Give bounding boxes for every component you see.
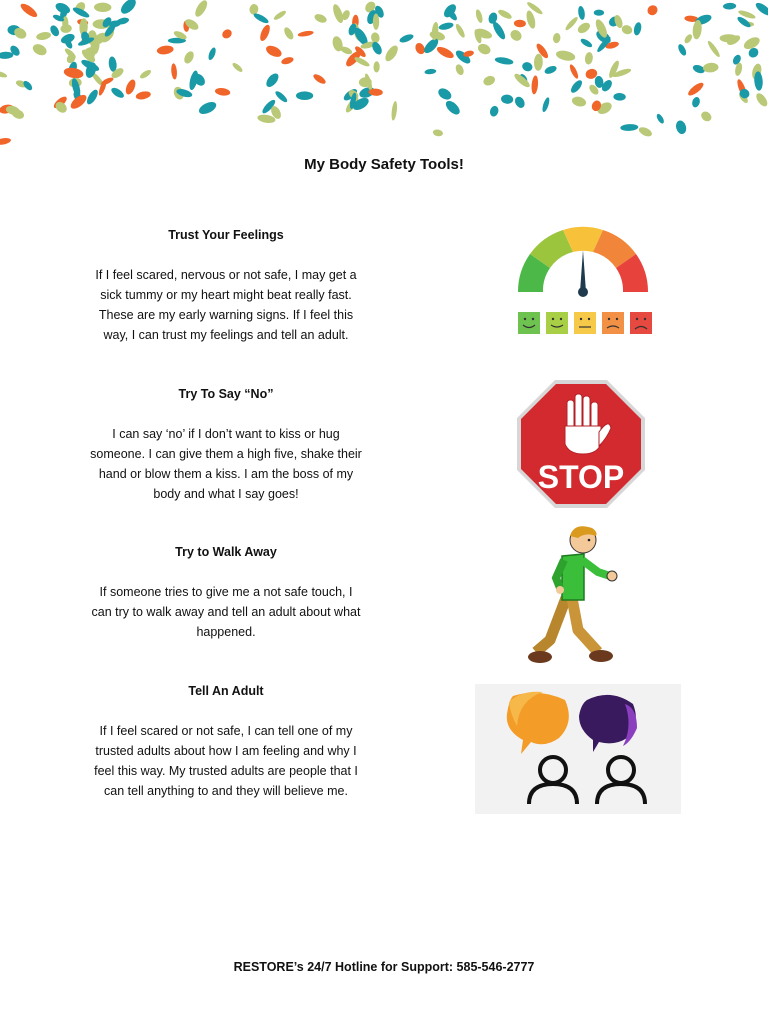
- section-body: If I feel scared or not safe, I can tell one of my trusted adults about how I am feeling and why I feel this way. My trusted adults are people that I can tell anything to and they will believe me.: [94, 724, 358, 798]
- leaf-shape: [508, 28, 523, 43]
- page-title: My Body Safety Tools!: [304, 156, 464, 173]
- leaf-shape: [454, 63, 465, 76]
- leaf-shape: [513, 95, 526, 110]
- leaf-shape: [594, 10, 604, 16]
- leaf-shape: [543, 64, 557, 75]
- feelings-meter-icon: [478, 212, 688, 342]
- leaf-banner: [0, 0, 768, 160]
- leaf-shape: [577, 5, 586, 20]
- leaf-shape: [432, 129, 443, 137]
- hotline-footer: RESTORE’s 24/7 Hotline for Support: 585-546-2777: [233, 960, 535, 974]
- leaf-shape: [497, 8, 513, 21]
- leaf-shape: [220, 28, 233, 41]
- leaf-shape: [63, 66, 84, 79]
- leaf-shape: [475, 9, 484, 24]
- leaf-shape: [674, 119, 687, 135]
- leaf-shape: [454, 23, 466, 39]
- leaf-shape: [118, 0, 138, 16]
- leaf-shape: [541, 97, 551, 113]
- leaf-shape: [438, 21, 454, 31]
- section-walk-away: [88, 542, 364, 642]
- leaf-shape: [655, 113, 665, 125]
- leaf-shape: [723, 3, 737, 10]
- leaf-shape: [706, 40, 721, 59]
- leaf-shape: [584, 52, 593, 65]
- leaf-shape: [555, 49, 576, 62]
- talking-people-icon: [475, 684, 681, 814]
- leaf-shape: [258, 23, 272, 42]
- leaf-shape: [501, 94, 514, 104]
- section-heading: Tell An Adult: [188, 684, 264, 698]
- leaf-shape: [313, 12, 328, 24]
- leaf-shape: [207, 47, 217, 61]
- leaf-shape: [691, 96, 701, 108]
- leaf-shape: [214, 87, 230, 96]
- leaf-shape: [564, 16, 579, 32]
- leaf-shape: [296, 91, 313, 100]
- section-body: If I feel scared, nervous or not safe, I may get a sick tummy or my heart might beat really fast. These are my early warning signs. If I feel this way, I can trust my feelings and tell an adult.: [95, 268, 357, 342]
- leaf-shape: [264, 71, 281, 89]
- leaf-shape: [525, 10, 537, 30]
- leaf-shape: [398, 33, 414, 44]
- leaf-shape: [443, 98, 462, 116]
- leaf-shape: [620, 24, 633, 36]
- leaf-shape: [0, 137, 11, 146]
- leaf-shape: [699, 110, 713, 124]
- leaf-shape: [312, 72, 327, 85]
- leaf-shape: [482, 74, 497, 87]
- leaf-shape: [494, 56, 514, 66]
- leaf-shape: [36, 31, 52, 41]
- leaf-shape: [85, 88, 100, 106]
- leaf-shape: [436, 86, 453, 102]
- leaf-shape: [391, 101, 398, 121]
- leaf-shape: [273, 9, 288, 21]
- leaf-shape: [637, 125, 653, 138]
- leaf-shape: [110, 86, 126, 100]
- leaf-shape: [686, 81, 705, 98]
- section-trust-feelings: [88, 225, 364, 345]
- section-tell-adult: [88, 681, 364, 801]
- walking-person-icon: [528, 520, 623, 668]
- section-heading: Try To Say “No”: [178, 387, 274, 401]
- leaf-shape: [476, 42, 492, 56]
- leaf-shape: [280, 56, 294, 66]
- leaf-shape: [0, 51, 13, 59]
- leaf-shape: [19, 1, 39, 19]
- leaf-shape: [31, 42, 49, 58]
- leaf-shape: [489, 105, 500, 118]
- leaf-shape: [139, 68, 153, 80]
- leaf-shape: [282, 26, 295, 41]
- leaf-shape: [683, 33, 694, 45]
- leaf-shape: [193, 0, 210, 19]
- leaf-shape: [531, 75, 539, 94]
- leaf-shape: [182, 50, 195, 65]
- leaf-shape: [521, 61, 534, 73]
- leaf-shape: [135, 90, 151, 101]
- leaf-shape: [576, 21, 592, 36]
- stop-sign-icon: [515, 378, 647, 510]
- leaf-shape: [373, 61, 379, 72]
- leaf-shape: [514, 19, 526, 27]
- leaf-shape: [94, 2, 112, 12]
- section-heading: Try to Walk Away: [175, 545, 277, 559]
- leaf-shape: [171, 63, 178, 80]
- leaf-shape: [124, 78, 138, 96]
- leaf-shape: [435, 45, 455, 61]
- leaf-shape: [424, 68, 436, 74]
- leaf-shape: [274, 90, 289, 104]
- leaf-shape: [264, 43, 283, 59]
- section-body: I can say ‘no’ if I don’t want to kiss or hug someone. I can give them a high five, shake their hand or blow them a kiss. I am the boss of my body and what I say goes!: [90, 427, 362, 501]
- leaf-shape: [383, 43, 400, 63]
- leaf-shape: [645, 3, 659, 17]
- leaf-shape: [534, 54, 543, 71]
- leaf-shape: [252, 12, 270, 25]
- leaf-shape: [568, 63, 580, 79]
- leaf-shape: [569, 78, 584, 94]
- section-say-no: [88, 384, 364, 504]
- leaf-shape: [579, 37, 593, 49]
- leaf-shape: [373, 13, 379, 29]
- leaf-shape: [620, 124, 638, 132]
- section-body: If someone tries to give me a not safe touch, I can try to walk away and tell an adult about what happened.: [91, 585, 361, 639]
- leaf-shape: [297, 30, 314, 38]
- leaf-shape: [754, 1, 768, 18]
- leaf-shape: [633, 22, 643, 37]
- section-heading: Trust Your Feelings: [168, 228, 284, 242]
- leaf-shape: [60, 24, 72, 34]
- leaf-shape: [197, 100, 218, 117]
- stop-sign-text: STOP: [537, 459, 625, 495]
- leaf-shape: [754, 91, 768, 108]
- leaf-shape: [552, 33, 561, 44]
- leaf-shape: [613, 93, 626, 101]
- leaf-shape: [571, 95, 587, 108]
- leaf-shape: [0, 70, 8, 79]
- leaf-shape: [703, 62, 719, 73]
- leaf-shape: [156, 45, 174, 56]
- leaf-shape: [249, 3, 259, 15]
- leaf-shape: [231, 61, 244, 73]
- leaf-shape: [677, 43, 688, 57]
